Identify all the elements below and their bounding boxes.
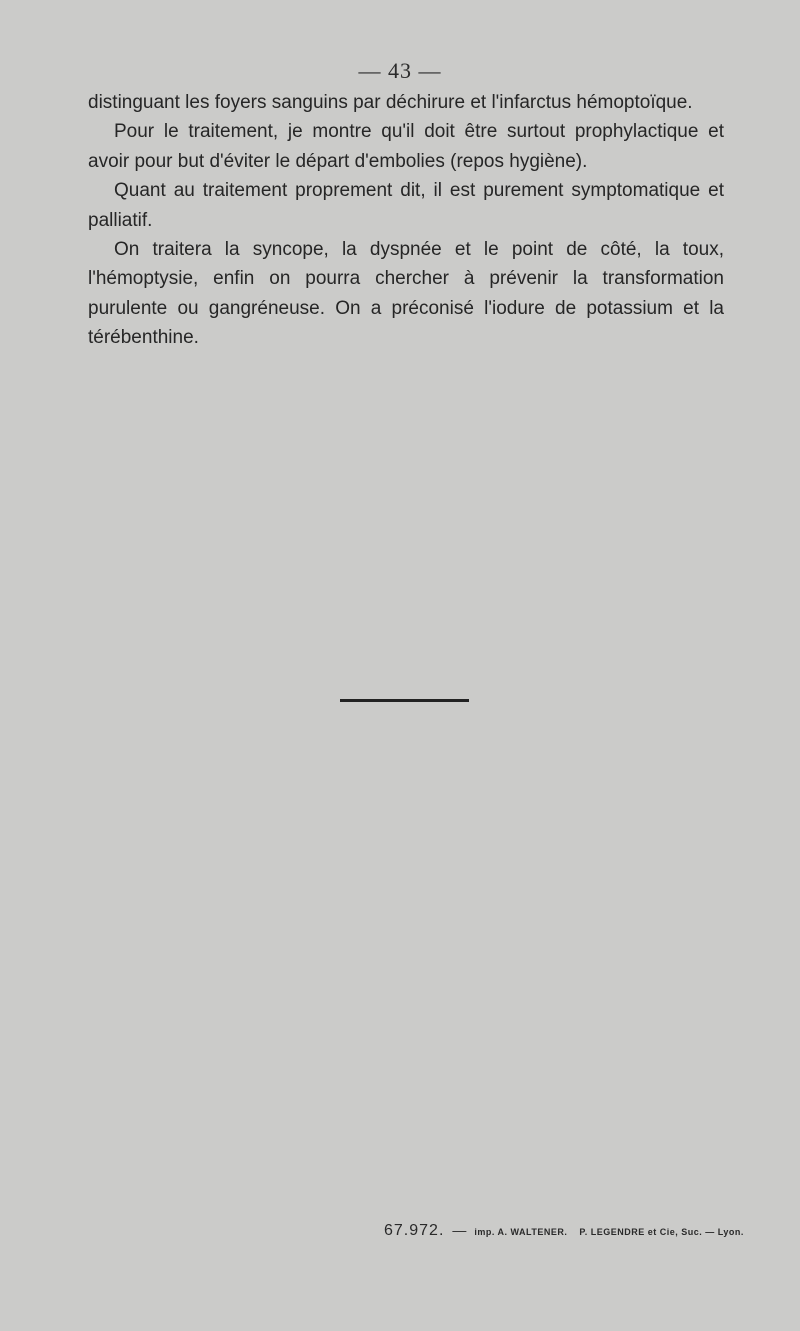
page-number: — 43 —	[358, 58, 442, 83]
imprint-dash: —	[452, 1222, 467, 1238]
imprint-number: 67.972.	[384, 1222, 445, 1239]
paragraph-therapies: On traitera la syncope, la dyspnée et le point de côté, la toux, l'hémoptysie, enfin on pourra chercher à prévenir la transformation purulente ou gangréneuse. On a préconisé l'iodure de potassium et la térébenthine.	[88, 239, 724, 349]
imprint-publisher: P. LEGENDRE et Cie, Suc. — Lyon.	[579, 1227, 744, 1237]
paragraph-continuation: distinguant les foyers sanguins par déchirure et l'infarctus hémoptoïque.	[88, 92, 693, 113]
body-text	[88, 88, 724, 353]
paragraph-symptomatic: Quant au traitement proprement dit, il est purement symptomatique et palliatif.	[88, 180, 724, 231]
section-separator-rule	[340, 699, 469, 702]
paragraph-treatment: Pour le traitement, je montre qu'il doit être surtout prophylactique et avoir pour but d'éviter le départ d'embolies (repos hygiène).	[88, 121, 724, 172]
printer-imprint	[384, 1222, 744, 1240]
imprint-printer: imp. A. WALTENER.	[474, 1227, 568, 1237]
